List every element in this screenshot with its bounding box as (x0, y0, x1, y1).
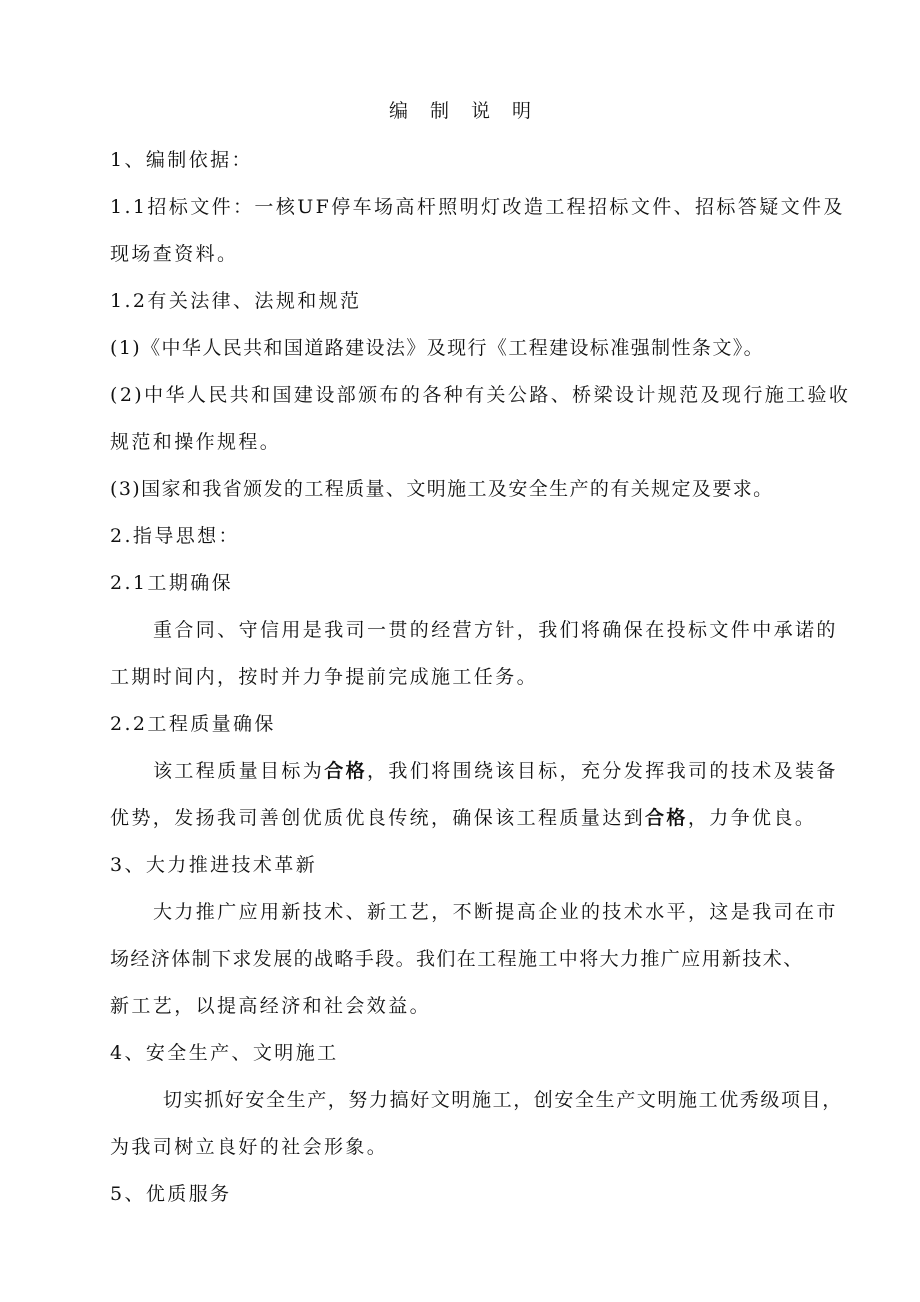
paragraph-line: 切实抓好安全生产，努力搞好文明施工，创安全生产文明施工优秀级项目， (163, 1089, 843, 1111)
text-span: 优势，发扬我司善创优质优良传统，确保该工程质量达到 (110, 807, 646, 829)
paragraph-line (110, 803, 860, 833)
section-heading-3: 3、大力推进技术革新 (110, 854, 318, 876)
paragraph-line (153, 756, 863, 786)
paragraph-line: 大力推广应用新技术、新工艺，不断提高企业的技术水平，这是我司在市 (153, 901, 838, 923)
paragraph-line: 工期时间内，按时并力争提前完成施工任务。 (110, 666, 539, 688)
subsection-heading: 2.1工期确保 (110, 572, 234, 594)
paragraph-line: (1)《中华人民共和国道路建设法》及现行《工程建设标准强制性条文》。 (110, 337, 765, 359)
section-heading-4: 4、安全生产、文明施工 (110, 1042, 339, 1064)
paragraph-line: 新工艺，以提高经济和社会效益。 (110, 995, 432, 1017)
section-heading-2: 2.指导思想： (110, 525, 240, 547)
paragraph-line: (2)中华人民共和国建设部颁布的各种有关公路、桥梁设计规范及现行施工验收 (110, 384, 851, 406)
paragraph-line: 现场查资料。 (110, 243, 239, 265)
paragraph-line: 场经济体制下求发展的战略手段。我们在工程施工中将大力推广应用新技术、 (110, 948, 804, 970)
paragraph-line: 为我司树立良好的社会形象。 (110, 1136, 389, 1158)
paragraph-line: (3)国家和我省颁发的工程质量、文明施工及安全生产的有关规定及要求。 (110, 478, 774, 500)
bold-text: 合格 (324, 760, 368, 782)
text-span: ，力争优良。 (687, 807, 817, 829)
subsection-heading: 2.2工程质量确保 (110, 713, 276, 735)
text-span: ，我们将围绕该目标，充分发挥我司的技术及装备 (367, 760, 838, 782)
paragraph-line: 规范和操作规程。 (110, 431, 282, 453)
paragraph-line: 1.1招标文件：一核UF停车场高杆照明灯改造工程招标文件、招标答疑文件及 (110, 196, 845, 218)
page-title: 编制说明 (388, 100, 553, 122)
subsection-heading: 1.2有关法律、法规和规范 (110, 290, 362, 312)
paragraph-line: 重合同、守信用是我司一贯的经营方针，我们将确保在投标文件中承诺的 (153, 619, 838, 641)
bold-text: 合格 (645, 807, 688, 829)
section-heading-5: 5、优质服务 (110, 1183, 232, 1205)
text-span: 该工程质量目标为 (153, 760, 325, 782)
section-heading-1: 1、编制依据： (110, 149, 253, 171)
